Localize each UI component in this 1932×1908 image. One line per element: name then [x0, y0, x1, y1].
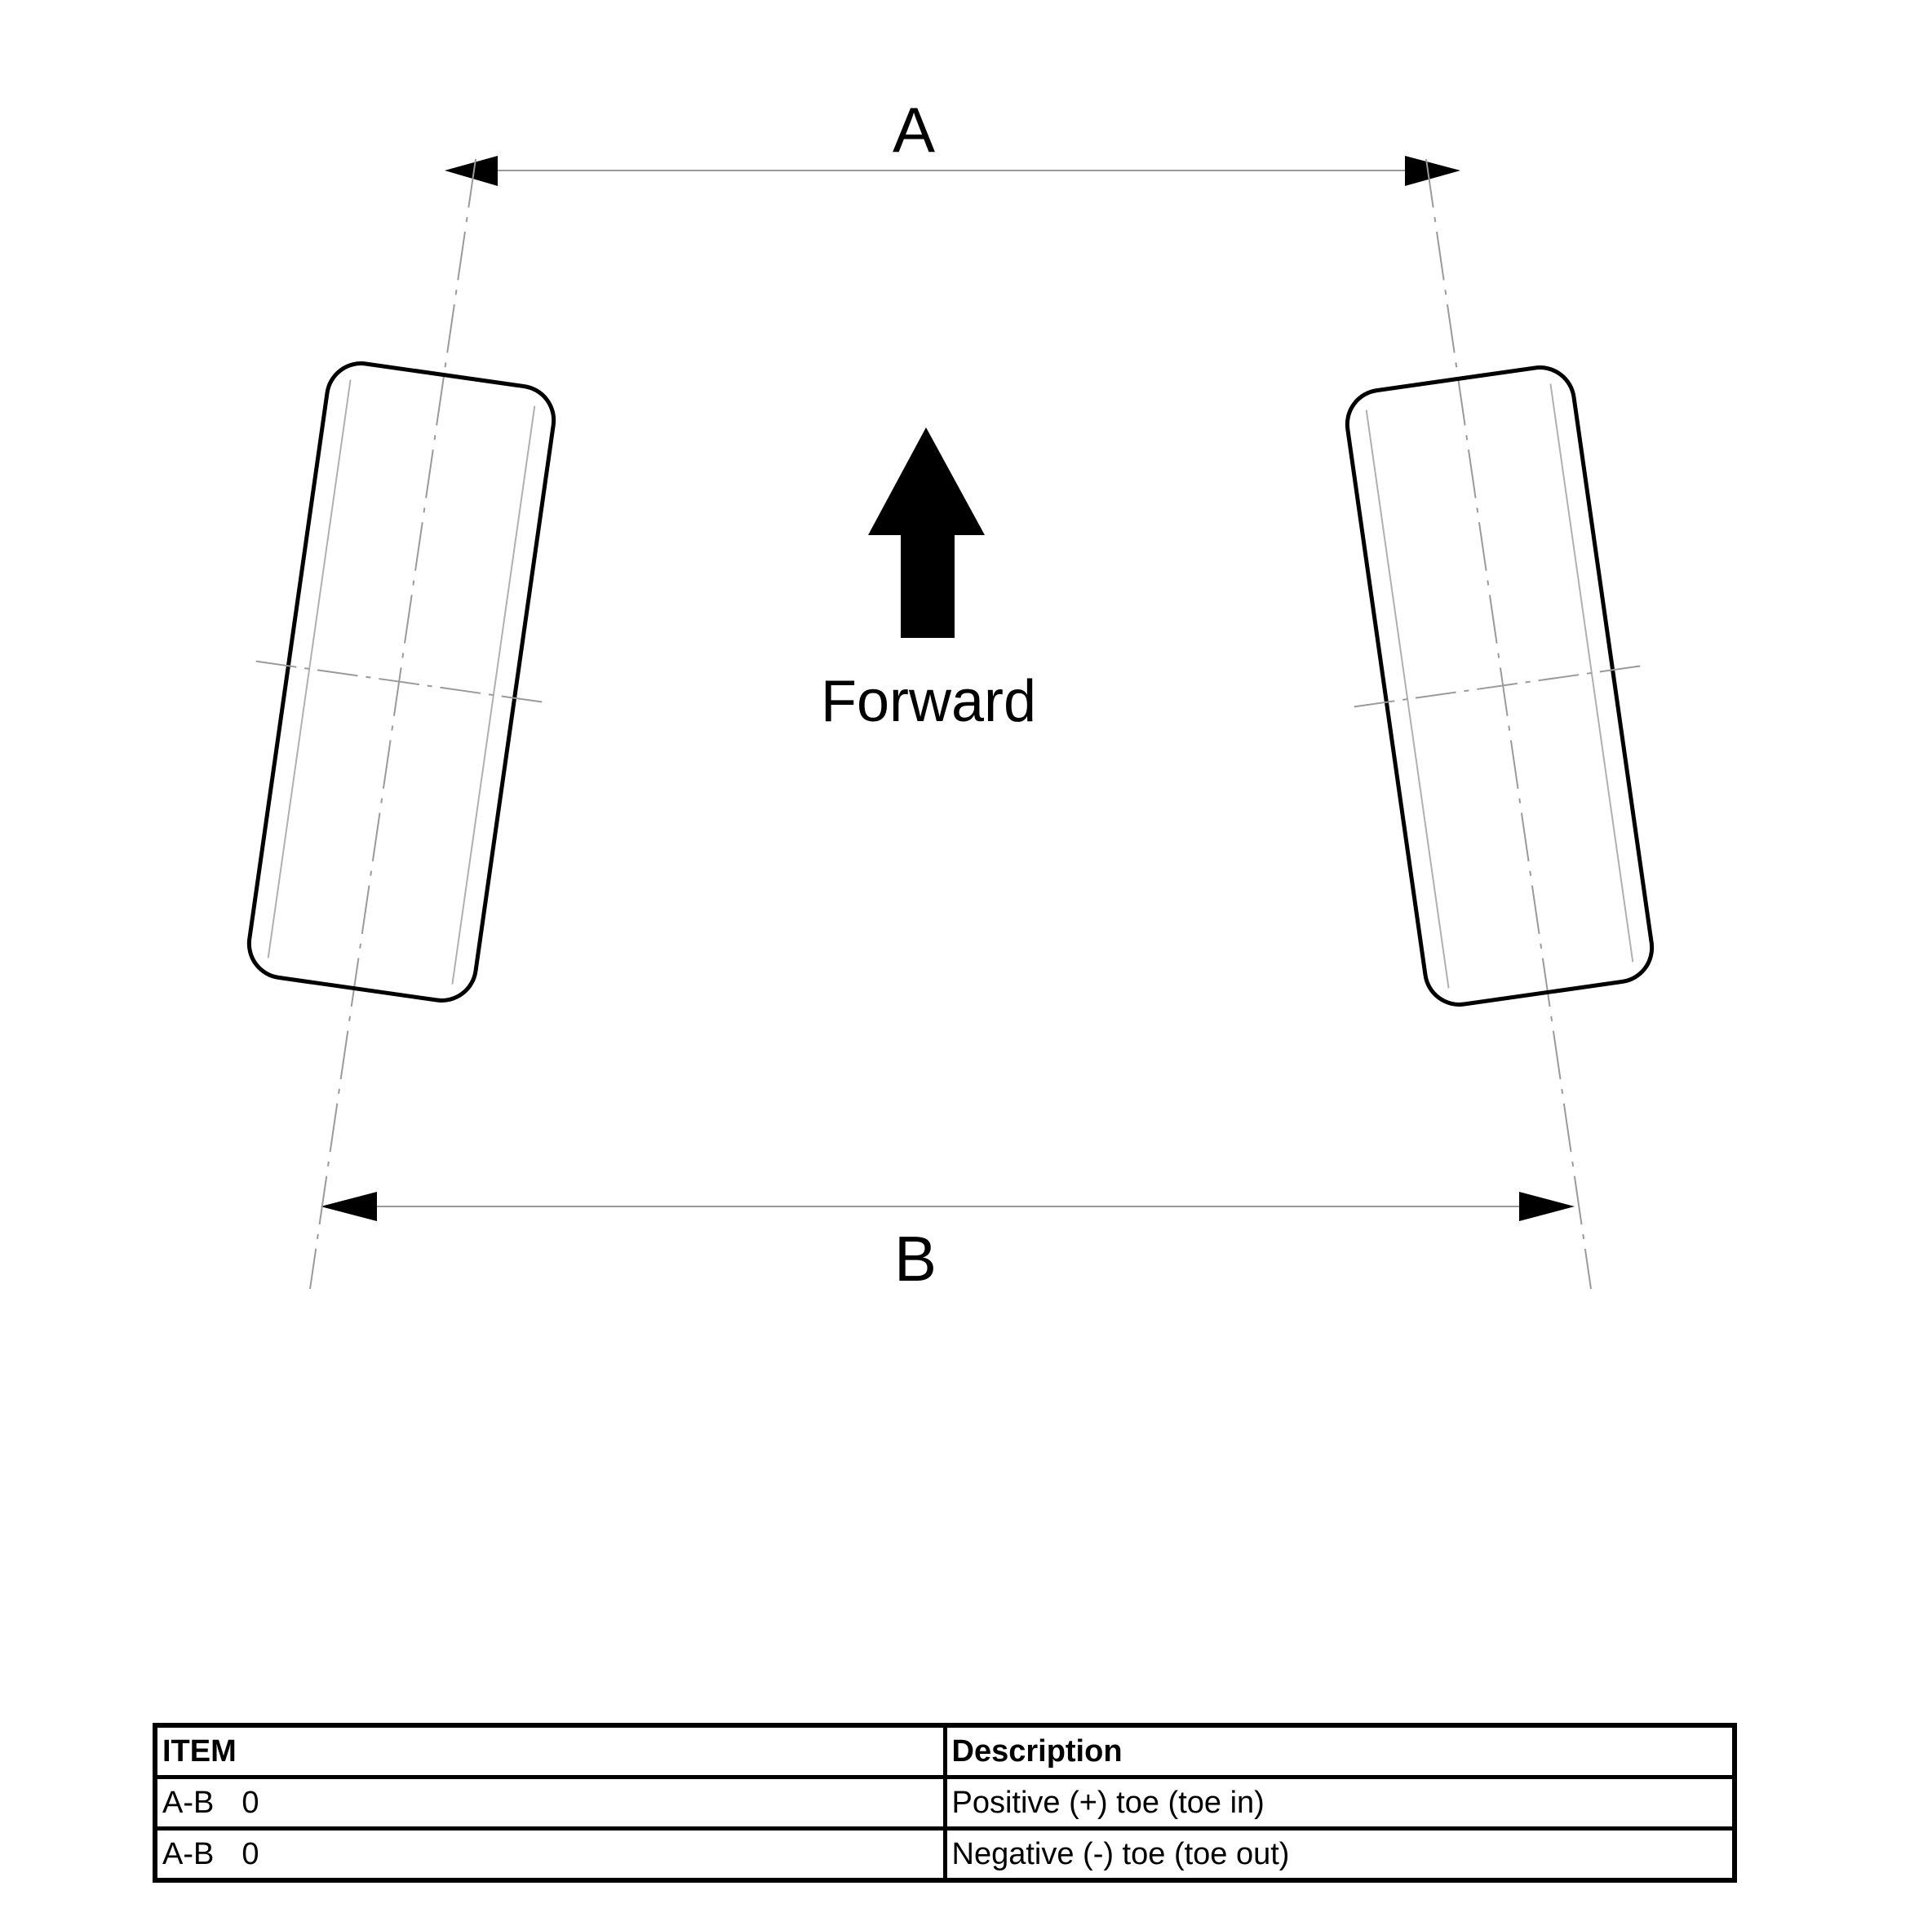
left-wheel-centerline	[310, 159, 476, 1289]
left-wheel-tread-line	[268, 380, 351, 958]
dimension-a-left-arrow-icon	[445, 156, 498, 186]
dimension-b-label: B	[894, 1223, 937, 1295]
legend-row	[155, 1777, 1735, 1829]
right-wheel-axle-line	[1354, 666, 1645, 707]
dimension-a-label: A	[893, 94, 936, 166]
legend-table	[153, 1723, 1737, 1883]
legend-header-description: Description	[945, 1725, 1735, 1777]
legend-description-cell: Positive (+) toe (toe in)	[945, 1777, 1735, 1829]
right-wheel-centerline	[1426, 159, 1591, 1289]
dimension-b-right-arrow-icon	[1519, 1192, 1575, 1221]
forward-arrow-icon	[868, 427, 985, 638]
dimension-a	[445, 156, 1460, 186]
forward-label: Forward	[821, 669, 1037, 734]
legend-item-cell	[155, 1777, 945, 1829]
right-wheel	[1310, 358, 1688, 1013]
legend-item-label: A-B	[162, 1837, 215, 1871]
left-wheel-axle-line	[256, 662, 547, 703]
legend-item-value: 0	[242, 1786, 259, 1820]
dimension-a-right-arrow-icon	[1405, 156, 1460, 186]
legend-item-value: 0	[242, 1837, 259, 1871]
dimension-b	[321, 1192, 1575, 1221]
legend-description-cell: Negative (-) toe (toe out)	[945, 1829, 1735, 1881]
legend-item-cell	[155, 1829, 945, 1881]
left-wheel	[212, 354, 590, 1009]
legend-row	[155, 1829, 1735, 1881]
dimension-b-left-arrow-icon	[321, 1192, 377, 1221]
legend-item-label: A-B	[162, 1786, 215, 1820]
legend-header-item: ITEM	[155, 1725, 945, 1777]
legend-header-row	[155, 1725, 1735, 1777]
